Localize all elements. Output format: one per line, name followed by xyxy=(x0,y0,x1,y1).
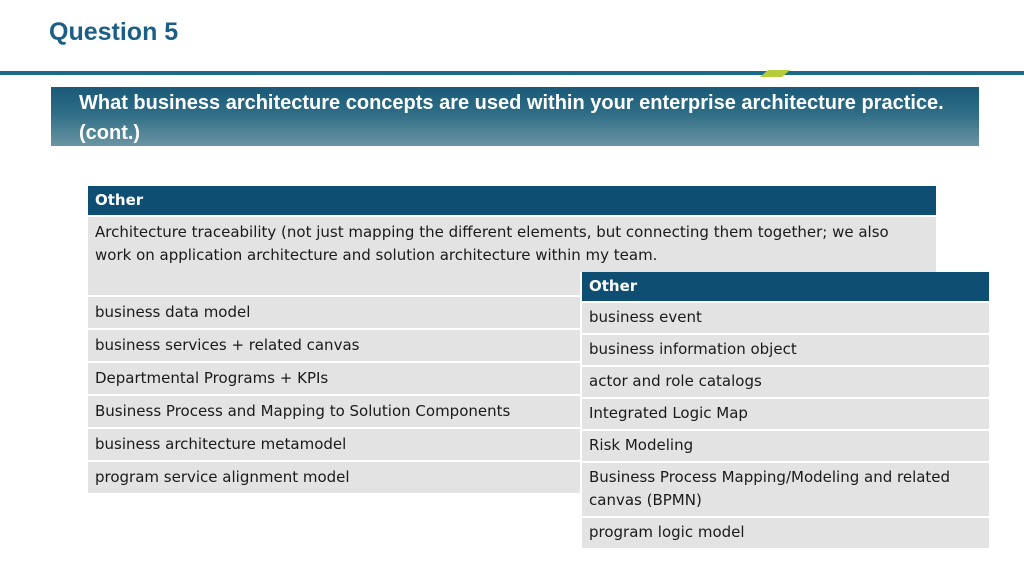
table-cell: Departmental Programs + KPIs xyxy=(88,362,936,395)
table-cell: Integrated Logic Map xyxy=(582,398,989,430)
table-row xyxy=(582,366,989,398)
table-cell: business event xyxy=(582,302,989,334)
table-row xyxy=(582,334,989,366)
table-cell: program service alignment model xyxy=(88,461,936,494)
table-header-row xyxy=(582,272,989,302)
table-header-cell: Other xyxy=(88,186,936,216)
question-text: What business architecture concepts are used within your enterprise architecture practice. (cont.) xyxy=(79,92,944,144)
question-banner xyxy=(51,87,979,146)
table-row xyxy=(582,462,989,517)
table-cell: actor and role catalogs xyxy=(582,366,989,398)
table-cell: business information object xyxy=(582,334,989,366)
table-cell: Business Process Mapping/Modeling and related canvas (BPMN) xyxy=(582,462,989,517)
table-cell: program logic model xyxy=(582,517,989,549)
table-header-row xyxy=(88,186,936,216)
table-cell: business architecture metamodel xyxy=(88,428,936,461)
table-row xyxy=(582,517,989,549)
title-divider xyxy=(0,70,1024,77)
other-responses-table-right xyxy=(582,272,989,550)
table-row xyxy=(582,302,989,334)
table-cell: Business Process and Mapping to Solution Components xyxy=(88,395,936,428)
table-cell: business services + related canvas xyxy=(88,329,936,362)
table-cell: Risk Modeling xyxy=(582,430,989,462)
table-header-cell: Other xyxy=(582,272,989,302)
table-cell: Architecture traceability (not just mapping the different elements, but connecting them together; we also work on application architecture and solution architecture within my team. xyxy=(88,216,936,296)
table-row xyxy=(582,430,989,462)
table-cell: business data model xyxy=(88,296,936,329)
slide-title: Question 5 xyxy=(49,18,179,46)
table-row xyxy=(582,398,989,430)
